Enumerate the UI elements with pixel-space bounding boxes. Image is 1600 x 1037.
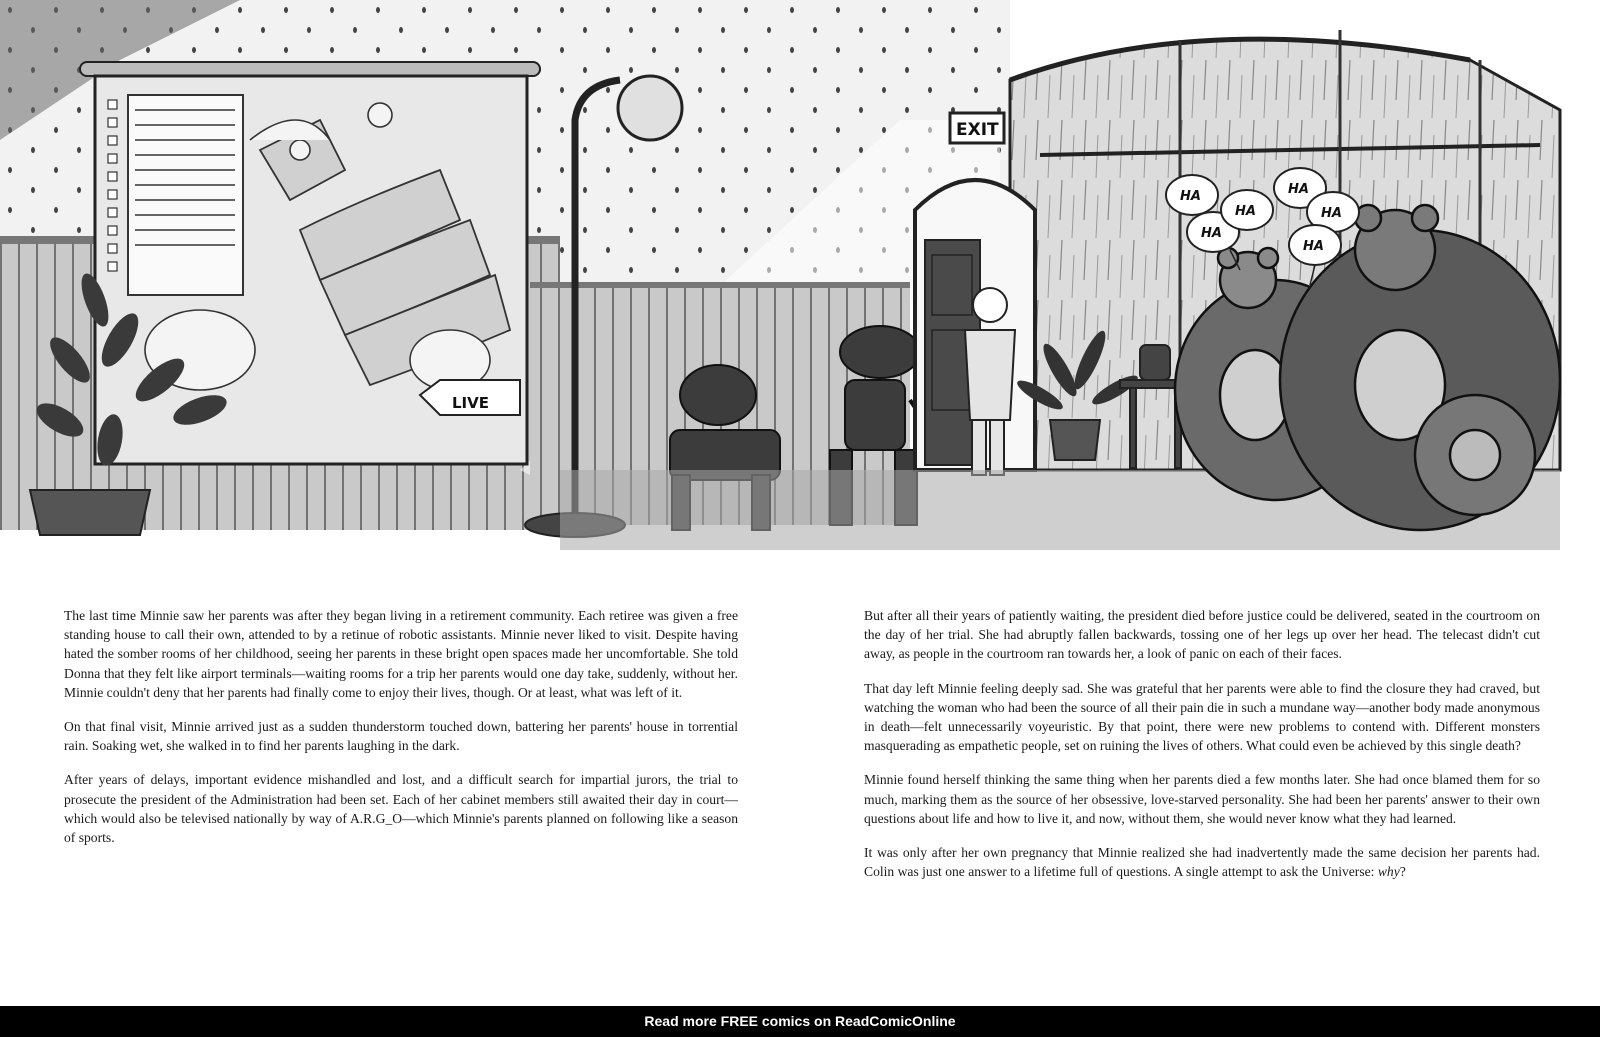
paragraph: Minnie found herself thinking the same thing when her parents died a few months later. She had once blamed them for so much, marking them as the source of her obsessive, love-starved personality. She had been her parents' answer to their own questions about life and how to live it, and now, without them, she would never know what they had learned.	[864, 772, 1540, 826]
paragraph-last-end: ?	[1399, 864, 1406, 880]
emphasis-why: why	[1377, 864, 1400, 880]
laughter-text: HA	[1288, 182, 1309, 197]
laughter-text: HA	[1201, 226, 1222, 241]
laughter-text: HA	[1303, 239, 1324, 254]
live-sign	[420, 380, 520, 415]
paragraph-last-text: It was only after her own pregnancy that Minnie realized she had inadvertently made the same decision her parents had. Colin was just one answer to a lifetime full of questions. A single attempt to ask the Universe:	[864, 845, 1540, 880]
footer-link[interactable]: Read more FREE comics on ReadComicOnline	[644, 1013, 956, 1029]
footer-banner[interactable]	[0, 1006, 1600, 1037]
live-sign-text: LIVE	[452, 394, 489, 412]
exit-sign-text: EXIT	[956, 120, 999, 140]
text-column-left	[64, 606, 738, 862]
laughter-text: HA	[1235, 204, 1256, 219]
laughter-text: HA	[1321, 206, 1342, 221]
exit-sign	[950, 113, 1004, 143]
text-column-right	[864, 606, 1540, 896]
paragraph-last	[864, 843, 1540, 881]
paragraph: After years of delays, important evidence mishandled and lost, and a difficult search for impartial jurors, the trial to prosecute the president of the Administration had been set. Each of her cabinet members still awaited their day in court—which would also be televised nationally by way of A.R.G_O—which Minnie's parents planned on following like a season of sports.	[64, 772, 738, 846]
paragraph: On that final visit, Minnie arrived just as a sudden thunderstorm touched down, battering her parents' house in torrential rain. Soaking wet, she walked in to find her parents laughing in the dark.	[64, 719, 738, 754]
wood-panel-middle-rail	[530, 282, 910, 288]
projection-screen	[80, 62, 540, 464]
paragraph: The last time Minnie saw her parents was after they began living in a retirement community. Each retiree was given a free standing house to call their own, attended to by a retinue of robotic assistants. Minnie never liked to visit. Despite having hated the somber rooms of her childhood, seeing her parents in these bright open spaces made her uncomfortable. She told Donna that they felt like airport terminals—waiting rooms for a trip her parents would one day take, suddenly, without her. Minnie couldn't deny that her parents had finally come to enjoy their lives, though. Or at least, what was left of it.	[64, 608, 738, 700]
paragraph: That day left Minnie feeling deeply sad. She was grateful that her parents were able to find the closure they had craved, but watching the woman who had been the source of all their pain die in such a mundane way—another body made anonymous in death—felt unnecessarily voyeuristic. By that point, there were new problems to contend with. Different monsters masquerading as empathetic people, set on ruining the lives of others. What could even be achieved by this single death?	[864, 680, 1540, 754]
paragraph: But after all their years of patiently waiting, the president died before justice could be delivered, seated in the courtroom on the day of her trial. She had abruptly fallen backwards, tossing one of her legs up over her head. The telecast didn't cut away, as people in the courtroom ran towards her, a look of panic on each of their faces.	[864, 608, 1540, 662]
laughter-text: HA	[1180, 189, 1201, 204]
